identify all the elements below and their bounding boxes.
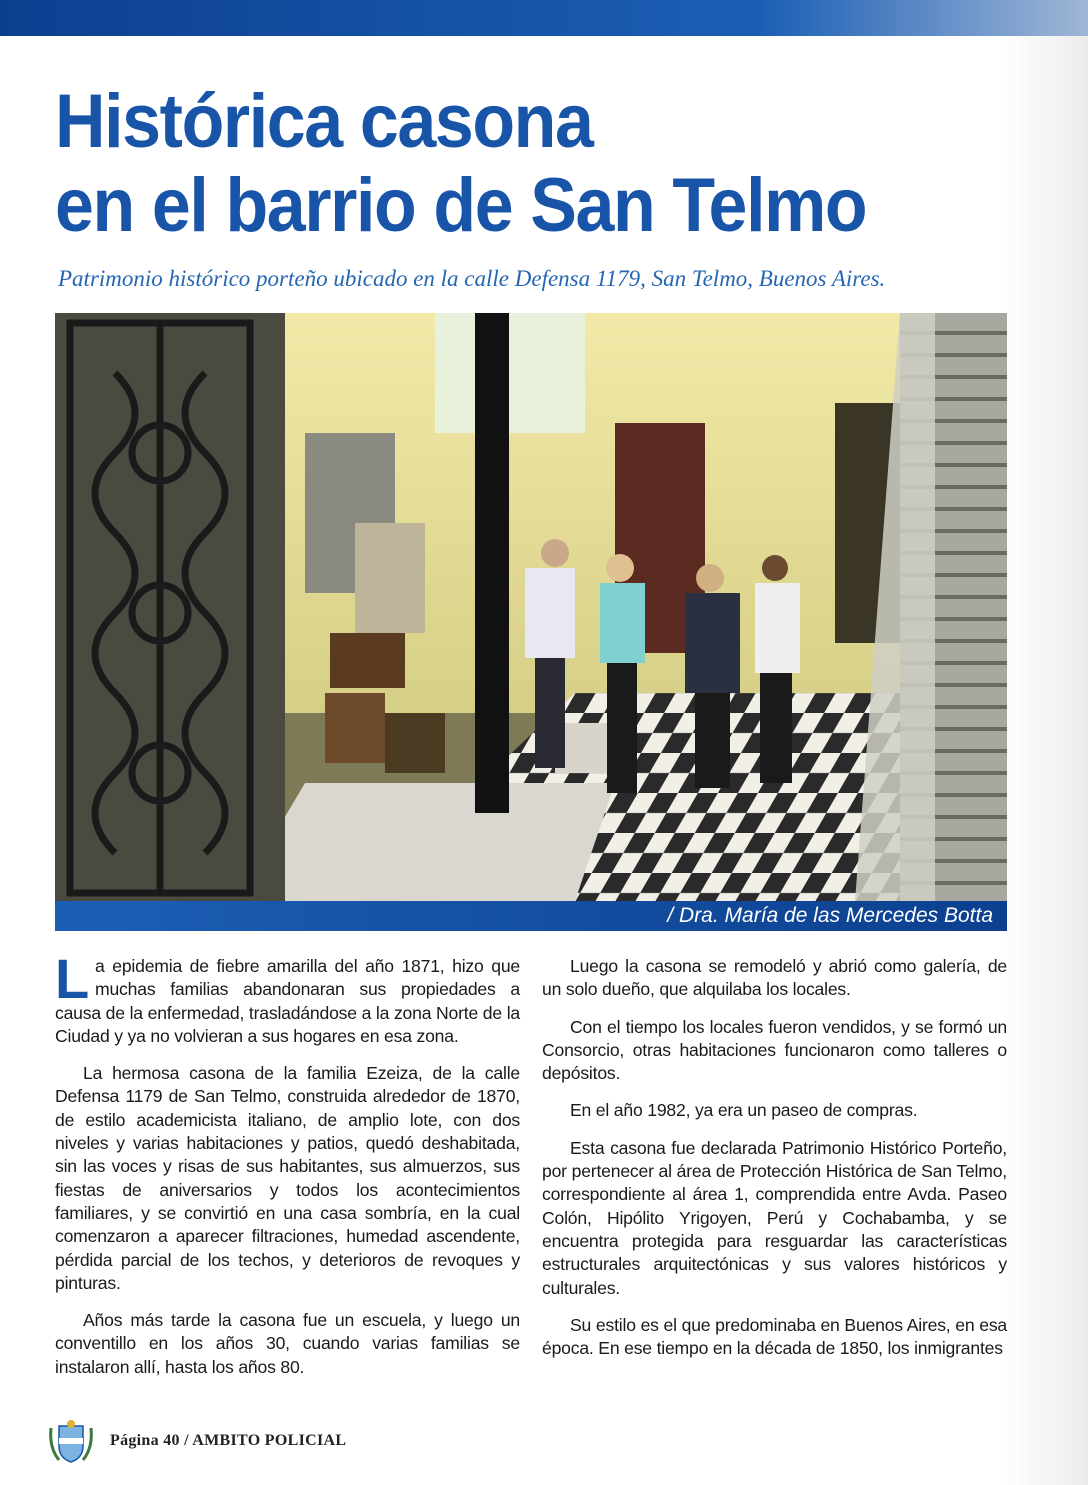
page-footer [45,1418,445,1468]
paragraph: Esta casona fue declarada Patrimonio Histórico Porteño, por pertenecer al área de Protección Histórica de San Telmo, correspondiente al área 1, comprendida entre Avda. Paseo Colón, Hipólito Yrigoyen, Perú y Cochabamba, y se encuentra protegida para resguardar las características estructurales arquitectónicas y sus valores históricos y culturales. [542,1137,1007,1298]
footer-label [110,1432,346,1450]
paragraph: Su estilo es el que predominaba en Buenos Aires, en esa época. En ese tiempo en la década de 1850, los inmigrantes [542,1314,1007,1359]
page-title [55,80,975,248]
paragraph: Luego la casona se remodeló y abrió como galería, de un solo dueño, que alquilaba los locales. [542,956,1007,1000]
title-line-2: en el barrio de San Telmo [55,163,867,248]
paragraph: En el año 1982, ya era un paseo de compras. [570,1100,918,1121]
paragraph: La hermosa casona de la familia Ezeiza, de la calle Defensa 1179 de San Telmo, construida alrededor de 1870, de estilo academicista italiano, de amplio lote, con dos niveles y varias habitaciones y patios, quedó deshabitada, sin las voces y risas de sus habitantes, sus almuerzos, sus fiestas de aniversarios y todos los acontecimientos familiares, y se convirtió en una casa sombría, en la cual comenzaron a aparecer filtraciones, humedad ascendente, pérdida parcial de los techos, y deterioros de revoques y pinturas. [55,1063,520,1293]
paragraph-text: a epidemia de fiebre amarilla del año 1871, hizo que muchas familias abandonaran sus propiedades a causa de la enfermedad, trasladándose a la zona Norte de la Ciudad y ya no volvieran a sus hogares en esa zona. [55,956,520,1046]
article-photo [55,313,1007,901]
photo-caption: / Dra. María de las Mercedes Botta [667,904,993,927]
page-number: Página 40 [110,1432,180,1449]
paragraph [55,947,520,1048]
publication-name: / AMBITO POLICIAL [184,1432,347,1449]
drop-cap: L [55,947,90,1010]
article-column-right [542,955,1007,1374]
police-emblem-icon [45,1418,97,1468]
paragraph: Con el tiempo los locales fueron vendidos, y se formó un Consorcio, otras habitaciones funcionaron como talleres o depósitos. [542,1016,1007,1084]
title-line-1: Histórica casona [55,79,593,164]
top-color-band [0,0,1088,36]
subtitle: Patrimonio histórico porteño ubicado en la calle Defensa 1179, San Telmo, Buenos Aires. [58,266,886,291]
article-column-left [55,947,520,1393]
casona-courtyard-illustration [55,313,1007,901]
photo-caption-bar [55,901,1007,931]
paragraph: Años más tarde la casona fue un escuela, y luego un conventillo en los años 30, cuando varias familias se instalaron allí, hasta los años 80. [55,1310,520,1377]
